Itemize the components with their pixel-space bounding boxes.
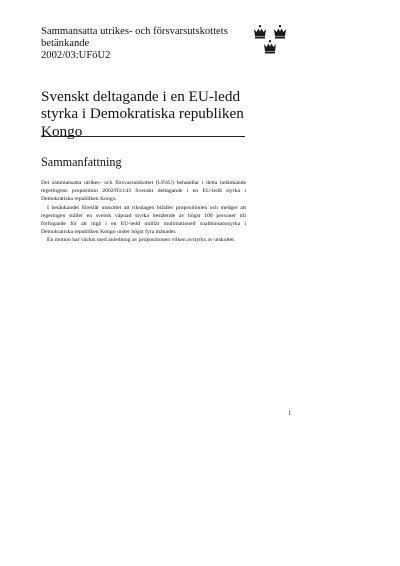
summary-body <box>41 179 246 245</box>
summary-paragraph: I betänkandet föreslår utskottet att riksdagen bifaller propositionen och medger att regeringen ställer en svensk väpnad styrka bestående av högst 100 personer till förfogande för att ingå i en EU-ledd militär multinationell snabbinsatsstyrka i Demokratiska republiken Kongo under högst fyra månader. <box>41 204 246 236</box>
title-line: Kongo <box>41 122 83 140</box>
page-number: 1 <box>288 411 291 417</box>
report-header <box>41 26 261 62</box>
title-divider <box>41 136 245 137</box>
header-report-number: 2002/03:UFöU2 <box>41 50 111 61</box>
summary-paragraph: En motion har väckts med anledning av propositionen vilken avstyrks av utskottet. <box>47 237 236 244</box>
document-title <box>41 88 246 140</box>
summary-heading: Sammanfattning <box>41 155 122 169</box>
three-crowns-icon <box>252 24 288 56</box>
title-line: Svenskt deltagande i en EU-ledd <box>41 88 241 105</box>
header-committee: Sammansatta utrikes- och försvarsutskottets <box>41 26 228 37</box>
title-line: styrka i Demokratiska republiken <box>41 105 244 123</box>
header-report-type: betänkande <box>41 38 90 49</box>
summary-paragraph: Det sammansatta utrikes- och försvarsutskottet (UFöU) behandlar i detta betänkande regeringens proposition 2002/03:143 Svenskt deltagande i en EU-ledd styrka i Demokratiska republiken Kongo. <box>41 180 246 203</box>
